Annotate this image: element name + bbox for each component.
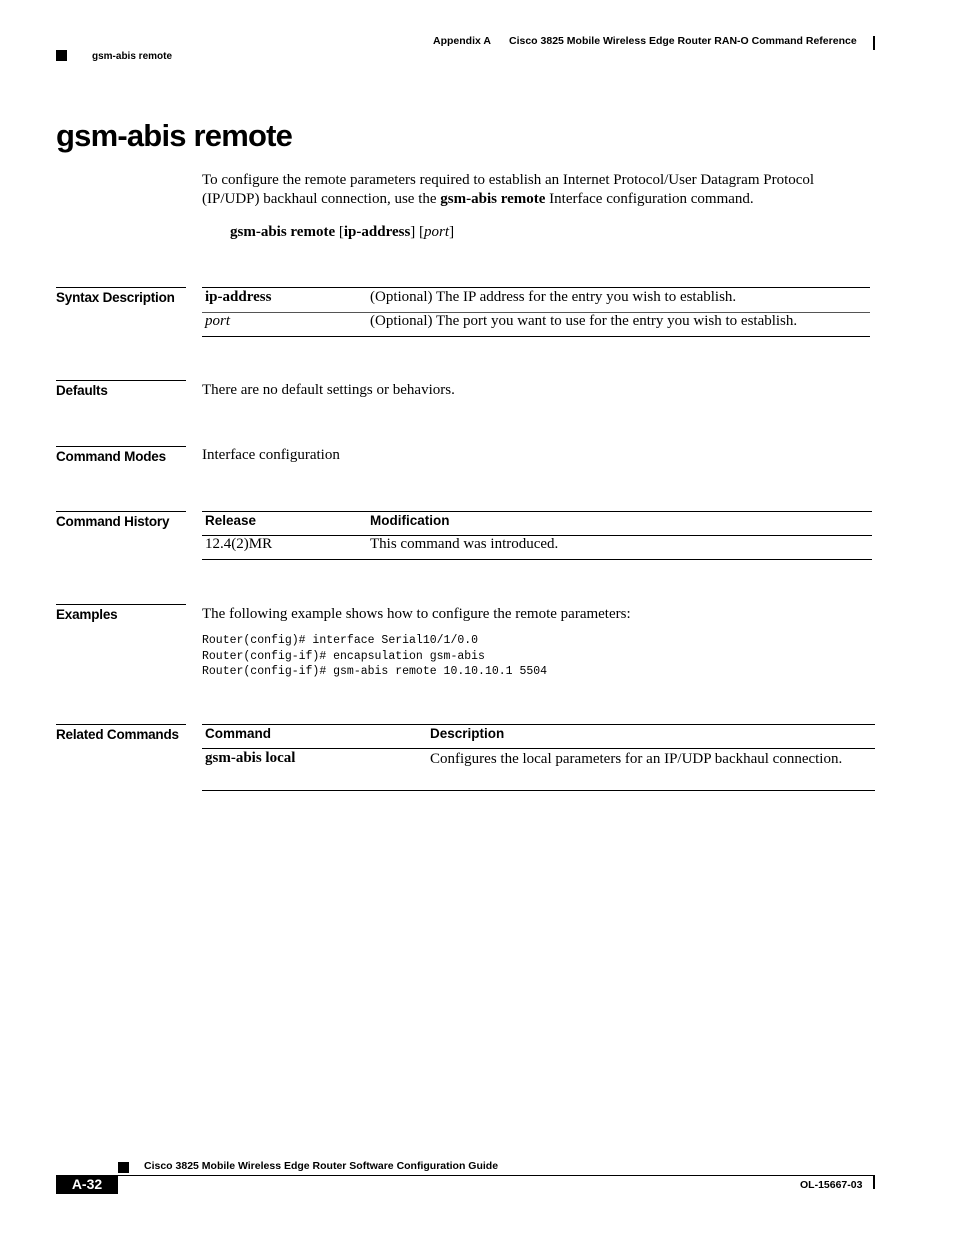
history-col-release: Release xyxy=(205,513,257,528)
intro-text-after: Interface configuration command. xyxy=(545,190,754,207)
header-left-square xyxy=(56,50,67,61)
related-col-description: Description xyxy=(430,726,505,741)
syntax-table-bottom-rule xyxy=(202,336,870,337)
header-right-bar xyxy=(873,36,875,50)
syntax-bracket-open: [ xyxy=(335,224,344,240)
intro-text-before: To configure the remote parameters required to establish an Internet Protocol/User Datagram Protocol (IP/UDP) backhaul connection, use the xyxy=(202,172,815,207)
syntax-bracket-mid: ] [ xyxy=(410,224,425,240)
intro-paragraph xyxy=(202,171,874,208)
example-code-line-2: Router(config-if)# encapsulation gsm-abis xyxy=(202,650,485,663)
related-table-top-rule xyxy=(202,724,875,725)
footer-guide-title: Cisco 3825 Mobile Wireless Edge Router Software Configuration Guide xyxy=(144,1160,499,1172)
section-examples: Examples xyxy=(56,604,186,622)
footer-page-number: A-32 xyxy=(71,1176,103,1192)
footer-rule xyxy=(118,1175,875,1176)
syntax-row-2-term: port xyxy=(205,313,231,329)
section-related-commands: Related Commands xyxy=(56,724,186,742)
syntax-table-top-rule xyxy=(202,287,870,288)
intro-command: gsm-abis remote xyxy=(440,190,546,207)
example-code-line-3: Router(config-if)# gsm-abis remote 10.10.10.1 5504 xyxy=(202,665,548,678)
history-col-modification: Modification xyxy=(370,513,450,528)
syntax-row-1-term: ip-address xyxy=(205,289,272,305)
history-table-top-rule xyxy=(202,511,872,512)
related-table-bottom-rule xyxy=(202,790,875,791)
history-table-bottom-rule xyxy=(202,559,872,560)
history-row-modification: This command was introduced. xyxy=(370,536,559,552)
history-row-release: 12.4(2)MR xyxy=(205,536,273,552)
running-head: gsm-abis remote xyxy=(92,51,173,62)
syntax-port: port xyxy=(424,224,450,240)
syntax-command: gsm-abis remote xyxy=(230,224,336,240)
footer-top-square xyxy=(118,1162,129,1173)
footer-doc-number: OL-15667-03 xyxy=(800,1179,863,1191)
footer-right-bar xyxy=(873,1176,875,1189)
related-row-description: Configures the local parameters for an IP/UDP backhaul connection. xyxy=(430,751,843,767)
command-syntax xyxy=(230,224,454,241)
section-defaults: Defaults xyxy=(56,380,186,398)
examples-text: The following example shows how to configure the remote parameters: xyxy=(202,606,631,622)
header-chapter-title: Cisco 3825 Mobile Wireless Edge Router RAN-O Command Reference xyxy=(509,35,857,47)
section-command-modes: Command Modes xyxy=(56,446,186,464)
related-table-header-rule xyxy=(202,748,875,749)
syntax-ip-address: ip-address xyxy=(343,224,411,240)
syntax-row-2-desc: (Optional) The port you want to use for the entry you wish to establish. xyxy=(370,313,798,329)
syntax-bracket-close: ] xyxy=(449,224,455,240)
section-syntax-description: Syntax Description xyxy=(56,287,186,305)
page-title: gsm-abis remote xyxy=(56,118,293,153)
syntax-row-1-desc: (Optional) The IP address for the entry you wish to establish. xyxy=(370,289,737,305)
related-row-command: gsm-abis local xyxy=(205,750,296,766)
defaults-text: There are no default settings or behaviors. xyxy=(202,382,455,398)
example-code-line-1: Router(config)# interface Serial10/1/0.0 xyxy=(202,634,479,647)
related-col-command: Command xyxy=(205,726,272,741)
section-command-history: Command History xyxy=(56,511,186,529)
header-appendix: Appendix A xyxy=(433,35,491,47)
command-modes-text: Interface configuration xyxy=(202,447,340,463)
